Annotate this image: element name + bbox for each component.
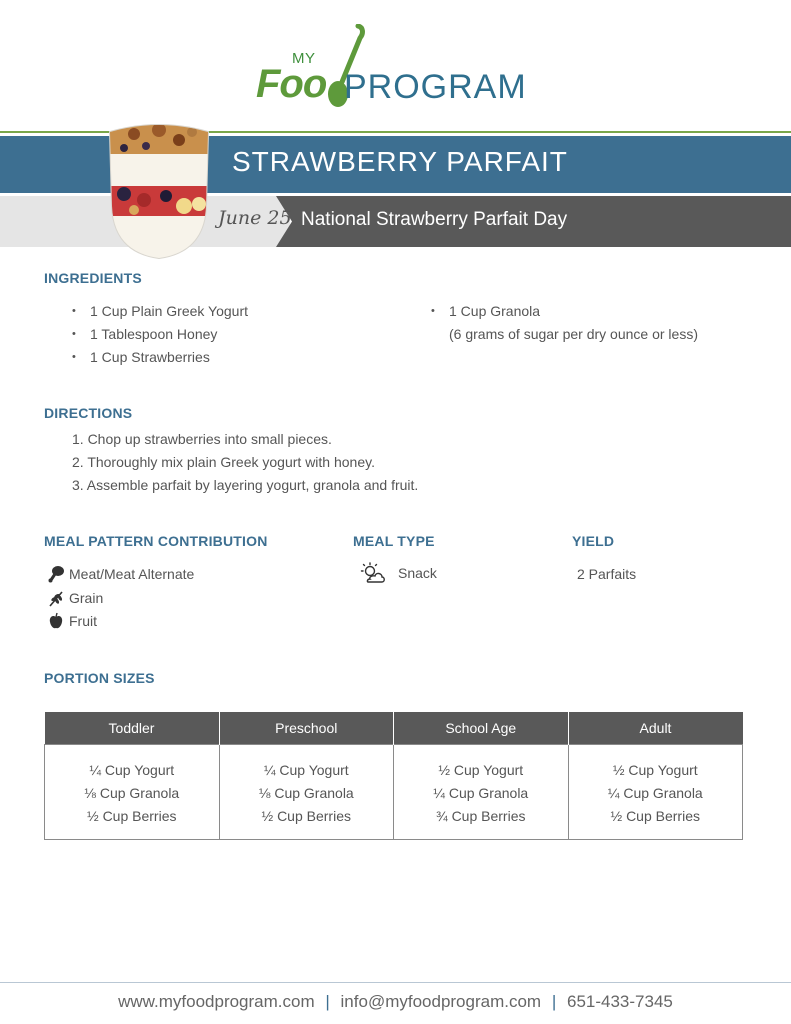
logo[interactable]: [256, 24, 546, 110]
ingredient-text: 1 Cup Granola: [449, 303, 541, 319]
portion-line: ⅛ Cup Granola: [84, 785, 180, 801]
meal-pattern-heading: MEAL PATTERN CONTRIBUTION: [44, 533, 268, 549]
direction-step: 1. Chop up strawberries into small pieces.: [72, 431, 332, 447]
table-cell: [394, 745, 569, 840]
directions-list: [72, 428, 418, 497]
footer-divider: [0, 982, 791, 983]
column-header: School Age: [394, 712, 569, 745]
recipe-title: STRAWBERRY PARFAIT: [232, 146, 568, 177]
table-cell: [45, 745, 220, 840]
drumstick-icon: [48, 565, 64, 583]
meal-pattern-label: Fruit: [69, 613, 97, 629]
portion-line: ½ Cup Berries: [87, 808, 177, 824]
meal-pattern-item: [48, 565, 194, 583]
footer-separator: |: [325, 992, 330, 1011]
portion-line: ¼ Cup Yogurt: [89, 762, 175, 778]
column-header: Preschool: [219, 712, 394, 745]
logo-program: PROGRAM: [344, 68, 527, 106]
table-header-row: [45, 712, 743, 745]
logo-my: MY: [292, 50, 316, 67]
logo-food: Foo: [256, 62, 327, 106]
ingredient-note: (6 grams of sugar per dry ounce or less): [449, 326, 698, 342]
portion-line: ¼ Cup Granola: [607, 785, 703, 801]
yield-value: 2 Parfaits: [577, 566, 637, 582]
portion-line: ¼ Cup Granola: [433, 785, 529, 801]
column-header: Toddler: [45, 712, 220, 745]
portion-line: ½ Cup Berries: [261, 808, 351, 824]
ingredients-heading: INGREDIENTS: [44, 270, 142, 286]
portion-line: ½ Cup Berries: [610, 808, 700, 824]
portion-line: ¼ Cup Yogurt: [263, 762, 349, 778]
sun-cloud-icon: [360, 562, 386, 584]
column-header: Adult: [568, 712, 743, 745]
table-cell: [568, 745, 743, 840]
yield-heading: YIELD: [572, 533, 615, 549]
table-cell: [219, 745, 394, 840]
footer-email-link[interactable]: info@myfoodprogram.com: [340, 992, 542, 1011]
parfait-image: [104, 120, 214, 262]
portion-line: ½ Cup Yogurt: [438, 762, 524, 778]
ingredients-list-right: [431, 300, 698, 346]
portion-line: ⅛ Cup Granola: [258, 785, 354, 801]
recipe-date: June 25: [218, 207, 292, 229]
ingredient-item: [431, 300, 698, 346]
portion-sizes-table: [44, 712, 743, 840]
meal-type-value: Snack: [398, 565, 437, 581]
footer-website-link[interactable]: www.myfoodprogram.com: [118, 992, 315, 1011]
wheat-icon: [48, 589, 64, 607]
footer: [0, 992, 791, 1012]
ingredient-item: • 1 Cup Plain Greek Yogurt: [72, 300, 248, 323]
portion-sizes-heading: PORTION SIZES: [44, 670, 155, 686]
direction-step: 3. Assemble parfait by layering yogurt, granola and fruit.: [72, 477, 419, 493]
portion-line: ½ Cup Yogurt: [612, 762, 698, 778]
meal-pattern-item: [48, 612, 97, 630]
meal-type-heading: MEAL TYPE: [353, 533, 435, 549]
ingredient-item: • 1 Cup Strawberries: [72, 346, 248, 369]
ingredient-item: • 1 Tablespoon Honey: [72, 323, 248, 346]
table-row: [45, 745, 743, 840]
meal-pattern-label: Meat/Meat Alternate: [69, 566, 195, 582]
ingredients-list-left: [72, 300, 248, 369]
apple-icon: [48, 612, 64, 630]
meal-pattern-label: Grain: [69, 590, 104, 606]
footer-separator: |: [551, 992, 557, 1011]
direction-step: 2. Thoroughly mix plain Greek yogurt with honey.: [72, 454, 375, 470]
meal-type-item: [360, 562, 437, 584]
meal-pattern-item: [48, 589, 103, 607]
footer-phone: 651-433-7345: [566, 992, 673, 1011]
portion-line: ¾ Cup Berries: [436, 808, 526, 824]
recipe-day: National Strawberry Parfait Day: [301, 209, 568, 230]
directions-heading: DIRECTIONS: [44, 405, 133, 421]
